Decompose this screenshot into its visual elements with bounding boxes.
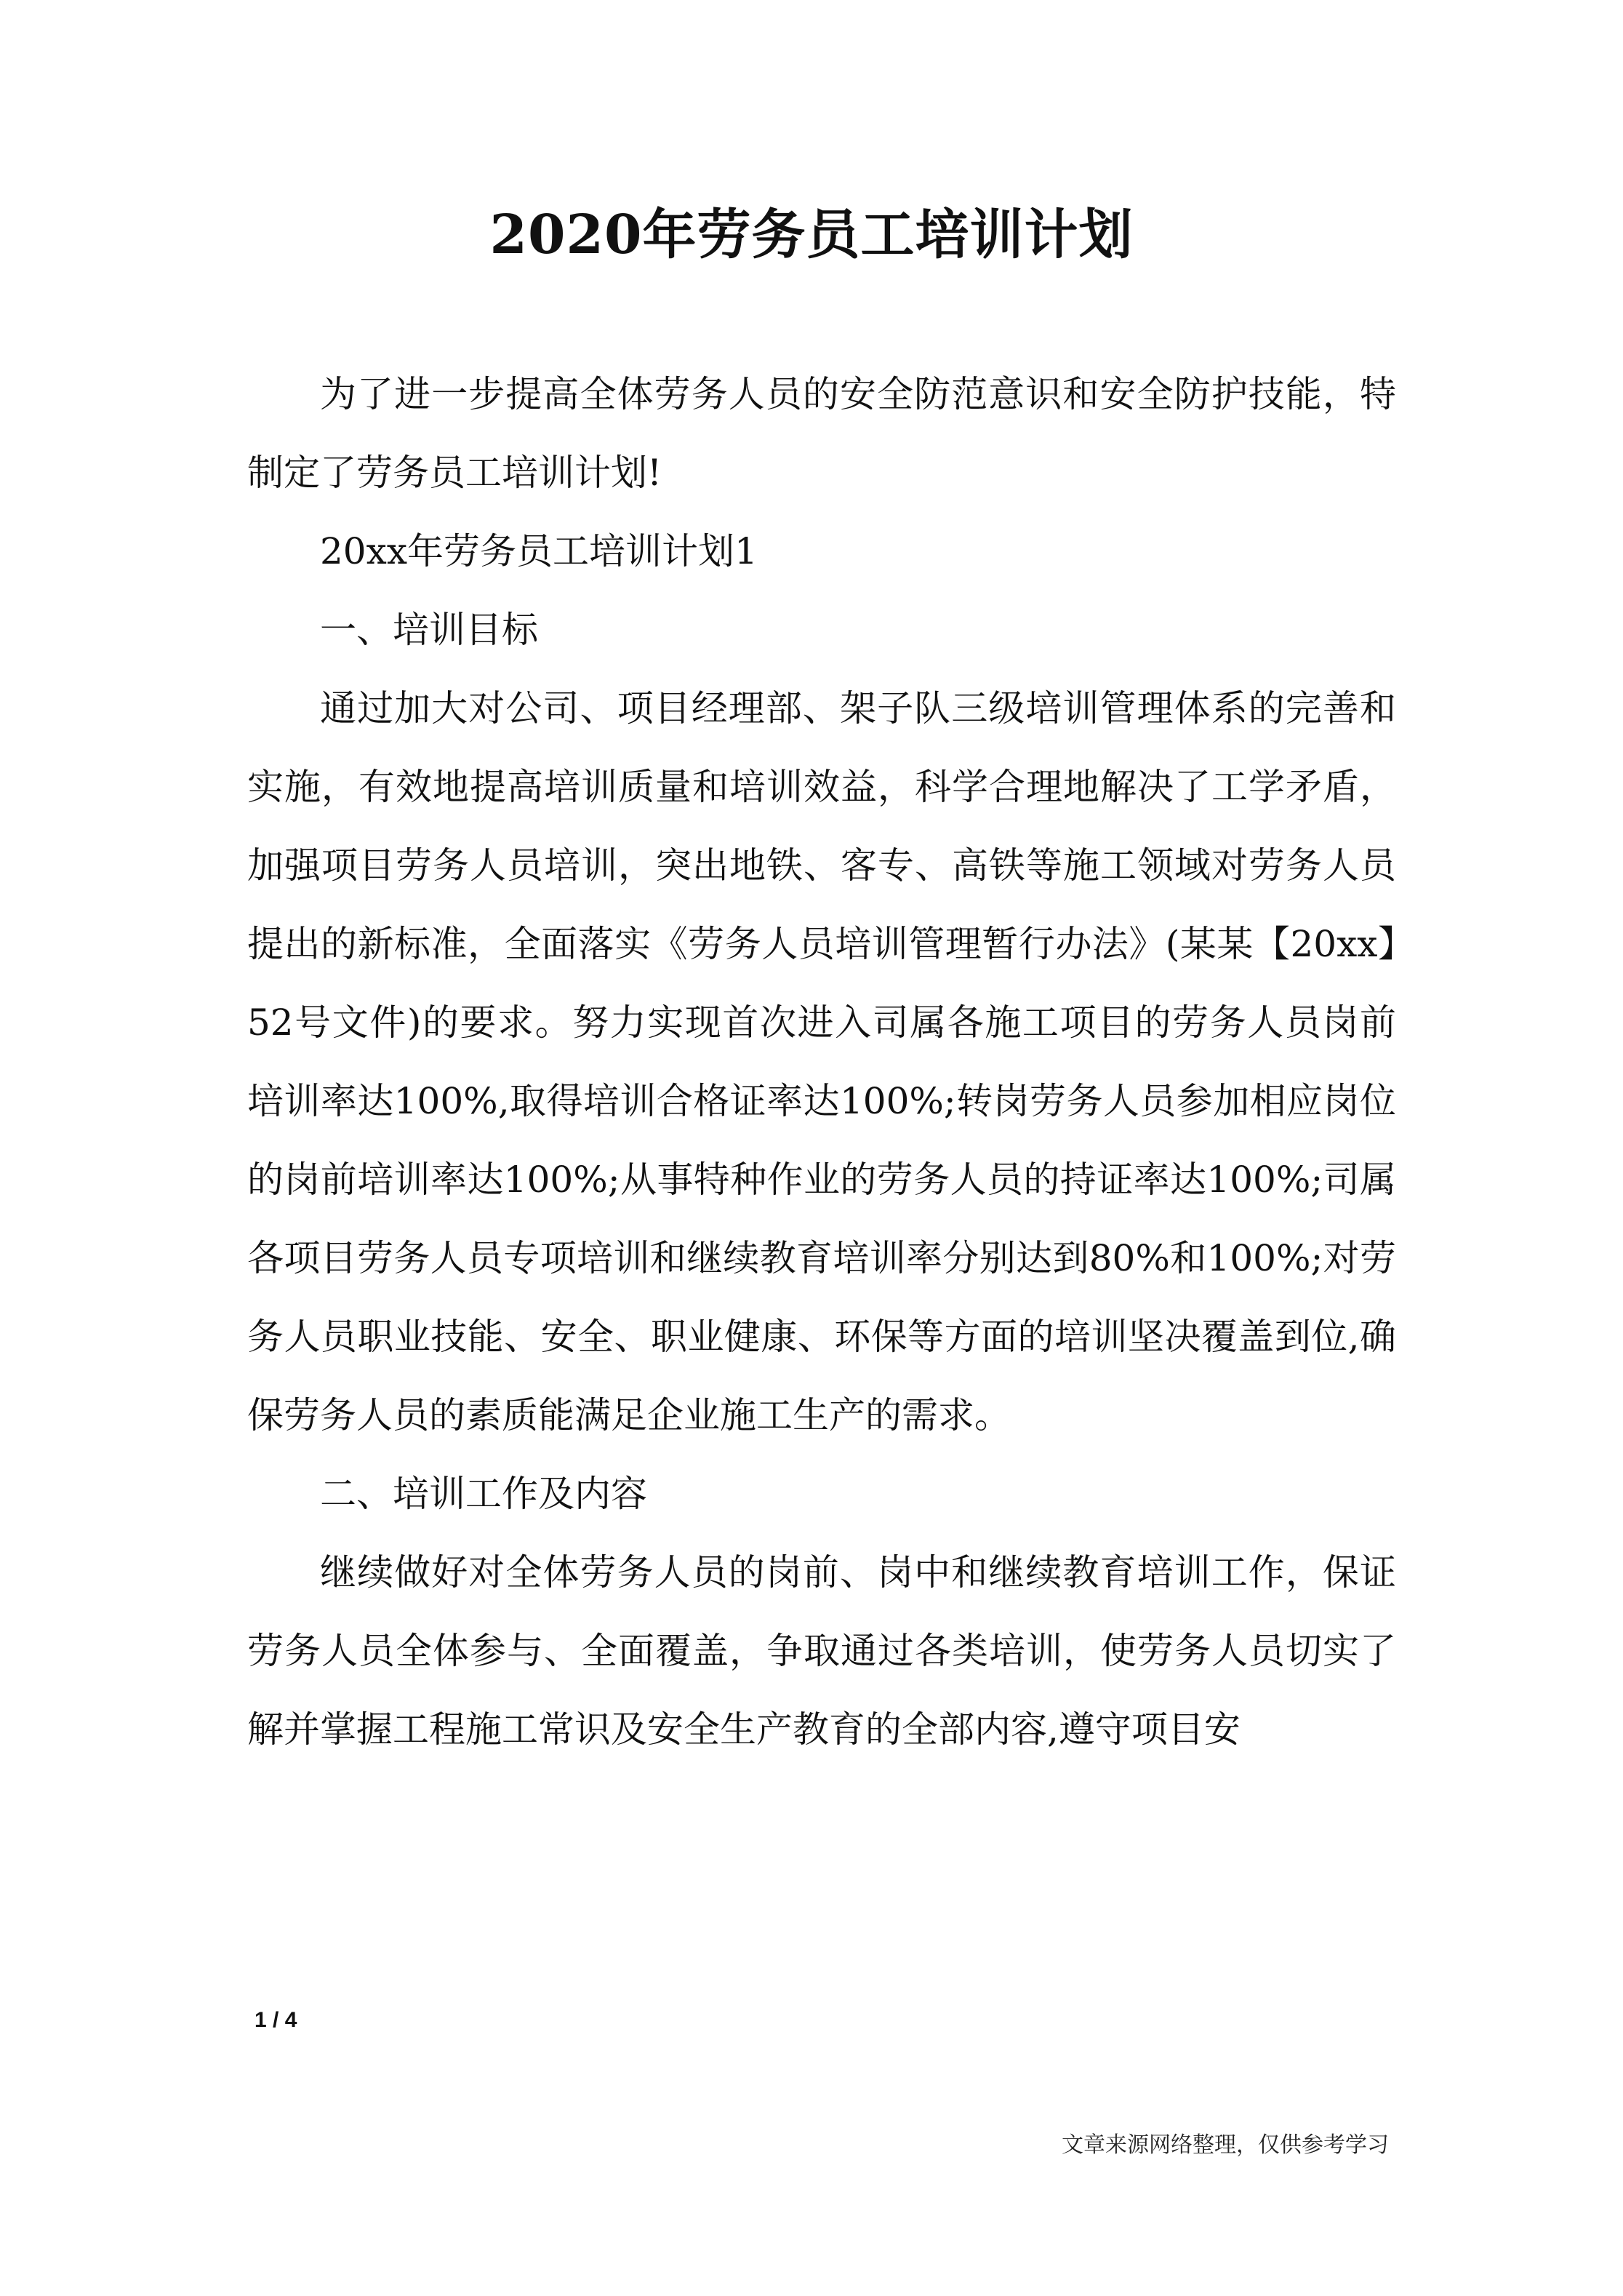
- intro-paragraph: 为了进一步提高全体劳务人员的安全防范意识和安全防护技能，特制定了劳务员工培训计划!: [247, 373, 1396, 494]
- page-number: 1 / 4: [255, 2008, 297, 2032]
- training-goals-paragraph: 通过加大对公司、项目经理部、架子队三级培训管理体系的完善和实施，有效地提高培训质量和培训效益，科学合理地解决了工学矛盾，加强项目劳务人员培训，突出地铁、客专、高铁等施工领域对劳务人员提出的新标准，全面落实《劳务人员培训管理暂行办法》(某某【20xx】52号文件)的要求。努力实现首次进入司属各施工项目的劳务人员岗前培训率达100%,取得培训合格证率达100%;转岗劳务人员参加相应岗位的岗前培训率达100%;从事特种作业的劳务人员的持证率达100%;司属各项目劳务人员专项培训和继续教育培训率分别达到80%和100%;对劳务人员职业技能、安全、职业健康、环保等方面的培训坚决覆盖到位,确保劳务人员的素质能满足企业施工生产的需求。: [247, 687, 1396, 1436]
- document-title: 2020年劳务员工培训计划: [489, 204, 1134, 266]
- plan-heading: 20xx年劳务员工培训计划1: [320, 530, 758, 572]
- source-note: 文章来源网络整理，仅供参考学习: [1062, 2132, 1389, 2158]
- section-heading-training-content: 二、培训工作及内容: [320, 1473, 647, 1515]
- training-content-paragraph: 继续做好对全体劳务人员的岗前、岗中和继续教育培训工作，保证劳务人员全体参与、全面覆盖，争取通过各类培训，使劳务人员切实了解并掌握工程施工常识及安全生产教育的全部内容,遵守项目安: [247, 1551, 1396, 1751]
- document-body: [247, 355, 1396, 1769]
- section-heading-training-goals: 一、培训目标: [320, 609, 538, 651]
